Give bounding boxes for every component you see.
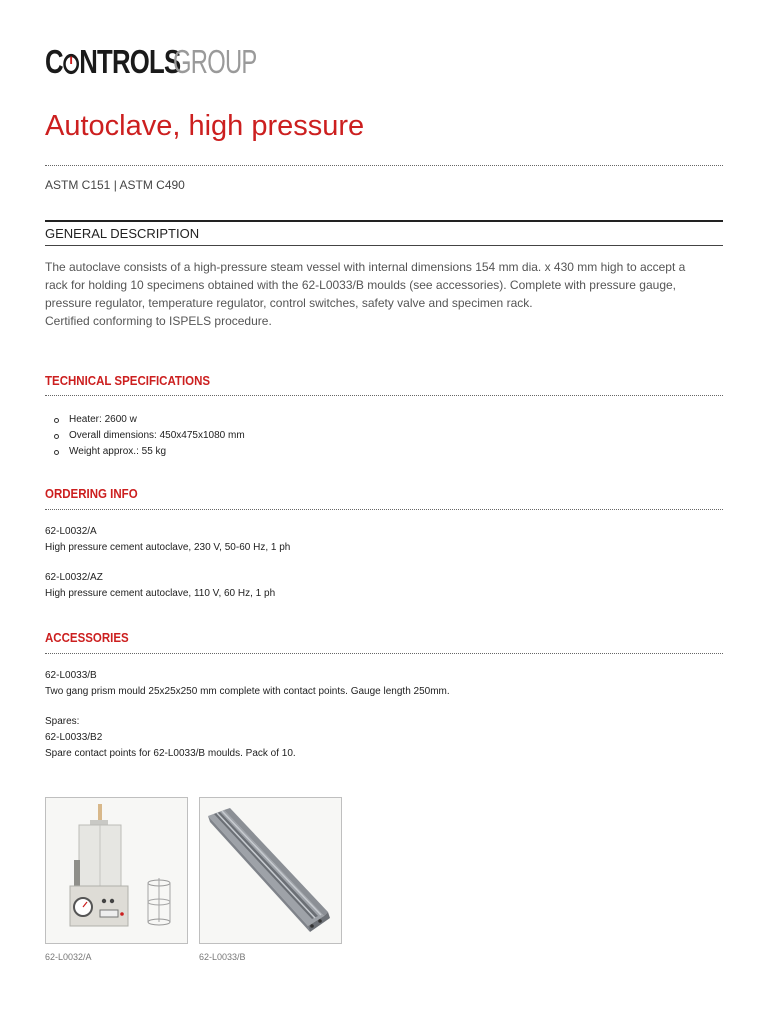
divider [45, 509, 723, 510]
divider [45, 220, 723, 222]
general-description-text [45, 258, 735, 330]
autoclave-photo[interactable] [45, 797, 188, 944]
accessories-heading: ACCESSORIES [45, 631, 129, 645]
accessory-code: 62-L0033/B2 [45, 732, 103, 743]
description-line: pressure regulator, temperature regulator, control switches, safety valve and specimen rack. [45, 296, 533, 310]
description-line: Certified conforming to ISPELS procedure. [45, 314, 272, 328]
spec-list [69, 412, 245, 460]
standards: ASTM C151 | ASTM C490 [45, 178, 185, 192]
order-description: High pressure cement autoclave, 110 V, 60 Hz, 1 ph [45, 588, 276, 599]
accessory-code: 62-L0033/B [45, 670, 97, 681]
divider [45, 653, 723, 654]
image-caption: 62-L0032/A [45, 952, 92, 962]
page-title: Autoclave, high pressure [45, 110, 365, 142]
accessory-description: Two gang prism mould 25x25x250 mm complete with contact points. Gauge length 250mm. [45, 686, 450, 697]
technical-specifications-heading: TECHNICAL SPECIFICATIONS [45, 374, 211, 388]
accessory-description: Spare contact points for 62-L0033/B moulds. Pack of 10. [45, 748, 296, 759]
spares-label: Spares: [45, 716, 80, 727]
divider [45, 245, 723, 246]
spec-item: Overall dimensions: 450x475x1080 mm [69, 428, 245, 444]
order-code: 62-L0032/AZ [45, 572, 103, 583]
order-description: High pressure cement autoclave, 230 V, 50-60 Hz, 1 ph [45, 542, 291, 553]
order-code: 62-L0032/A [45, 526, 97, 537]
divider [45, 165, 723, 166]
brand-word-group: GROUP [172, 43, 257, 80]
description-line: rack for holding 10 specimens obtained with the 62-L0033/B moulds (see accessories). Complete with pressure gauge, [45, 278, 677, 292]
spec-item: Weight approx.: 55 kg [69, 444, 245, 460]
prism-mould-photo[interactable] [199, 797, 342, 944]
brand-word-controls: C NTROLS [45, 43, 181, 80]
gauge-icon [63, 46, 79, 70]
divider [45, 395, 723, 396]
image-caption: 62-L0033/B [199, 952, 246, 962]
description-line: The autoclave consists of a high-pressure steam vessel with internal dimensions 154 mm dia. x 430 mm high to accept a [45, 260, 686, 274]
ordering-info-heading: ORDERING INFO [45, 487, 138, 501]
brand-logo [45, 44, 289, 80]
spec-item: Heater: 2600 w [69, 412, 245, 428]
general-description-heading: GENERAL DESCRIPTION [45, 226, 200, 241]
